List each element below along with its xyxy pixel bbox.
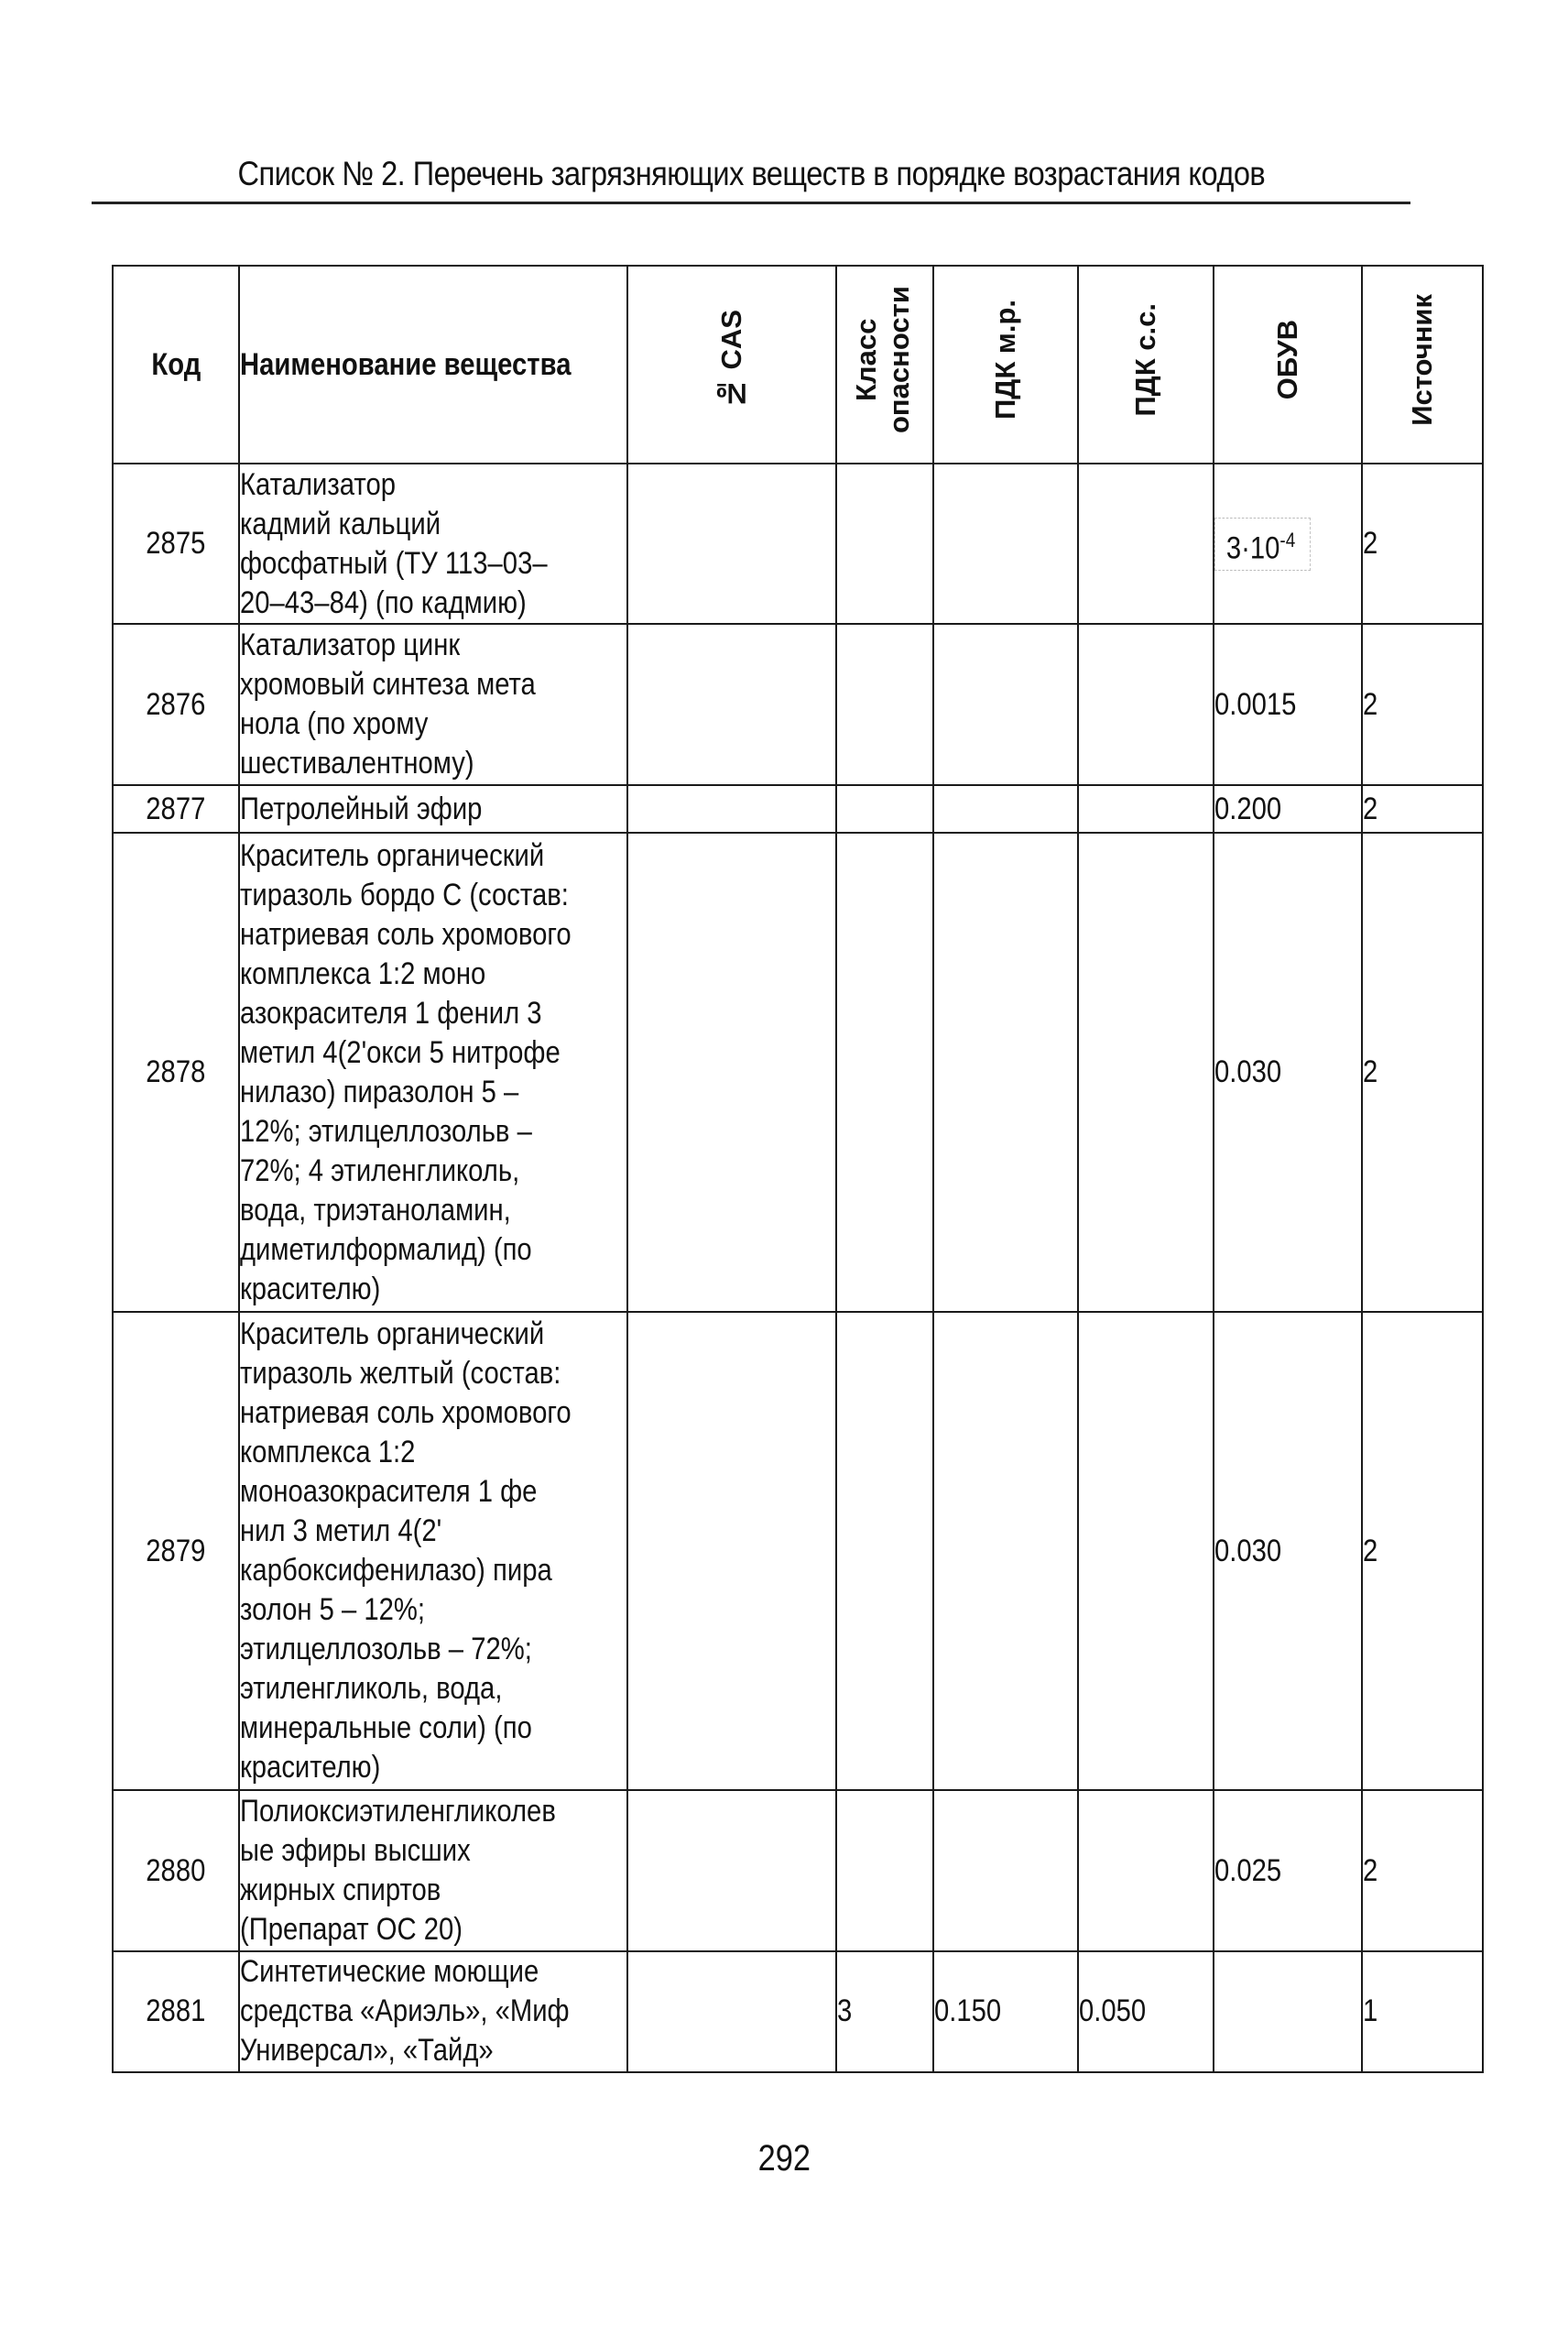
row-hazard-class [836,464,933,624]
row-pdk-mr [933,464,1078,624]
row-cas [627,464,836,624]
table-row [113,624,1483,784]
row-obuv: 0.200 [1214,785,1362,833]
table-row [113,785,1483,833]
row-pdk-ss [1078,1790,1214,1950]
row-source: 2 [1362,624,1483,784]
row-cas [627,624,836,784]
row-obuv: 0.030 [1214,1312,1362,1790]
row-hazard-class [836,1790,933,1950]
row-name: Катализатор цинк хромовый синтеза мета нола (по хрому шестивалентному) [239,624,627,784]
table-row [113,1790,1483,1950]
row-hazard-class [836,833,933,1311]
row-cas [627,1312,836,1790]
table-row [113,464,1483,624]
row-source: 2 [1362,464,1483,624]
column-header-pdk-ss: ПДК с.с. [1078,266,1214,464]
row-cas [627,1951,836,2072]
row-pdk-ss: 0.050 [1078,1951,1214,2072]
table-header-row [113,266,1483,464]
row-name: Краситель органический тиразоль желтый (состав: натриевая соль хромового комплекса 1:2 моноазокрасителя 1 фе нил 3 метил 4(2' карбоксифенилазо) пира золон 5 – 12%; этилцеллозольв – 72%; этиленгликоль, вода, минеральные соли) (по красителю) [239,1312,627,1790]
row-hazard-class [836,785,933,833]
row-pdk-ss [1078,1312,1214,1790]
row-hazard-class [836,624,933,784]
row-name: Катализатор кадмий кальций фосфатный (ТУ 113–03– 20–43–84) (по кадмию) [239,464,627,624]
row-pdk-mr: 0.150 [933,1951,1078,2072]
substances-table [112,265,1484,2073]
row-obuv [1214,1951,1362,2072]
row-code: 2880 [113,1790,239,1950]
row-code: 2878 [113,833,239,1311]
column-header-code: Код [113,266,239,464]
row-pdk-mr [933,1790,1078,1950]
column-header-pdk-mr: ПДК м.р. [933,266,1078,464]
row-source: 2 [1362,1790,1483,1950]
row-pdk-mr [933,833,1078,1311]
row-code: 2881 [113,1951,239,2072]
row-name: Синтетические моющие средства «Ариэль», «Миф Универсал», «Тайд» [239,1951,627,2072]
row-name: Полиоксиэтиленгликолев ые эфиры высших жирных спиртов (Препарат ОС 20) [239,1790,627,1950]
column-header-cas: № CAS [627,266,836,464]
row-pdk-ss [1078,624,1214,784]
row-name: Краситель органический тиразоль бордо С (состав: натриевая соль хромового комплекса 1:2 моно азокрасителя 1 фенил 3 метил 4(2'окси 5 нитрофе нилазо) пиразолон 5 – 12%; этилцеллозольв – 72%; 4 этиленгликоль, вода, триэтаноламин, диметилформалид) (по красителю) [239,833,627,1311]
row-obuv: 0.0015 [1214,624,1362,784]
column-header-name: Наименование вещества [239,266,627,464]
row-source: 2 [1362,1312,1483,1790]
row-obuv: $3\cdot 10^{-4}$ [1214,464,1362,624]
row-code: 2876 [113,624,239,784]
row-obuv: 0.025 [1214,1790,1362,1950]
row-obuv: 0.030 [1214,833,1362,1311]
row-code: 2877 [113,785,239,833]
table-row [113,1312,1483,1790]
row-pdk-ss [1078,464,1214,624]
row-name: Петролейный эфир [239,785,627,833]
row-source: 2 [1362,785,1483,833]
row-pdk-mr [933,785,1078,833]
row-code: 2875 [113,464,239,624]
row-hazard-class [836,1312,933,1790]
table-row [113,1951,1483,2072]
column-header-obuv: ОБУВ [1214,266,1362,464]
row-pdk-mr [933,624,1078,784]
table-row [113,833,1483,1311]
row-cas [627,1790,836,1950]
column-header-hazard-class: Класс опасности [836,266,933,464]
row-cas [627,785,836,833]
column-header-source: Источник [1362,266,1483,464]
row-code: 2879 [113,1312,239,1790]
page-header [92,154,1410,204]
row-pdk-ss [1078,785,1214,833]
row-pdk-ss [1078,833,1214,1311]
page-title: Список № 2. Перечень загрязняющих веществ в порядке возрастания кодов [237,155,1265,192]
row-hazard-class: 3 [836,1951,933,2072]
row-pdk-mr [933,1312,1078,1790]
row-cas [627,833,836,1311]
row-source: 2 [1362,833,1483,1311]
page-number: 292 [757,2138,811,2179]
row-source: 1 [1362,1951,1483,2072]
